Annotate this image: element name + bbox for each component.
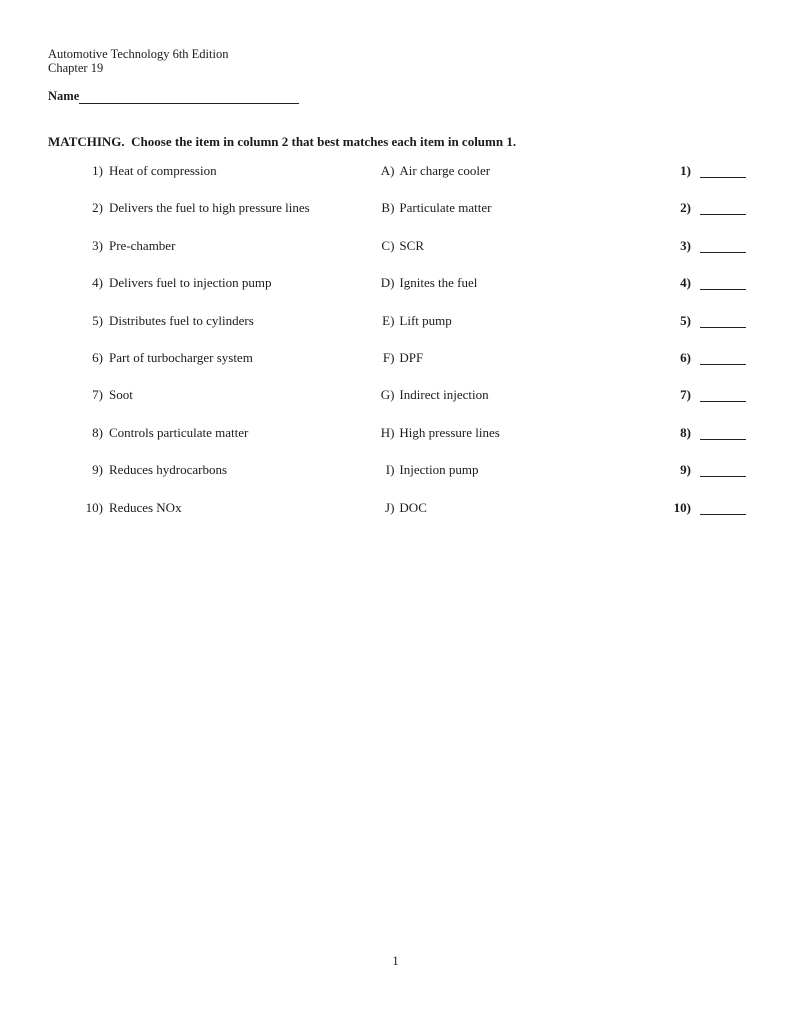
question-text: Soot	[109, 387, 133, 403]
answer-number: 9)	[680, 462, 691, 478]
choice-letter: H)	[380, 424, 395, 440]
match-row	[48, 275, 746, 312]
question-text: Delivers fuel to injection pump	[109, 275, 272, 291]
choice-text: High pressure lines	[399, 424, 500, 440]
answer-blank	[700, 387, 746, 402]
choice-text: Injection pump	[399, 462, 479, 478]
choice-letter: B)	[381, 200, 395, 216]
choice-text: DOC	[399, 499, 427, 515]
question-text: Delivers the fuel to high pressure lines	[109, 200, 310, 216]
match-row	[48, 387, 746, 424]
answer-blank	[700, 462, 746, 477]
match-row	[48, 313, 746, 350]
name-line	[48, 89, 299, 104]
answer-blank	[700, 275, 746, 290]
choice-letter: A)	[380, 163, 395, 178]
answer-blank	[700, 313, 746, 328]
answer-blank	[700, 163, 746, 178]
match-row	[48, 238, 746, 275]
answer-blank	[700, 350, 746, 365]
match-row	[48, 350, 746, 387]
question-text: Controls particulate matter	[109, 424, 249, 440]
question-number: 1)	[92, 163, 103, 178]
answer-number: 1)	[680, 163, 691, 178]
answer-number: 8)	[680, 424, 691, 440]
matching-instructions: MATCHING. Choose the item in column 2 that best matches each item in column 1.	[48, 134, 517, 149]
choice-letter: J)	[385, 499, 395, 515]
choice-text: Ignites the fuel	[399, 275, 478, 291]
match-row	[48, 200, 746, 237]
answer-number: 2)	[680, 200, 691, 216]
question-number: 10)	[85, 499, 103, 515]
choice-text: SCR	[399, 237, 424, 253]
document-header	[48, 47, 228, 75]
question-text: Part of turbocharger system	[109, 349, 253, 365]
page-number: 1	[392, 954, 399, 968]
question-number: 6)	[92, 349, 103, 365]
answer-number: 4)	[680, 275, 691, 291]
choice-text: Lift pump	[399, 312, 452, 328]
answer-number: 7)	[680, 387, 691, 403]
question-number: 9)	[92, 462, 103, 478]
choice-letter: I)	[385, 462, 395, 478]
matching-rows	[48, 163, 746, 537]
question-text: Reduces hydrocarbons	[109, 462, 228, 478]
question-text: Reduces NOx	[109, 499, 182, 515]
answer-number: 3)	[680, 237, 691, 253]
question-number: 8)	[92, 424, 103, 440]
question-text: Heat of compression	[109, 163, 217, 178]
answer-blank	[700, 200, 746, 215]
answer-blank	[700, 500, 746, 515]
question-text: Pre-chamber	[109, 237, 176, 253]
match-row	[48, 462, 746, 499]
choice-letter: D)	[380, 275, 395, 291]
question-number: 3)	[92, 237, 103, 253]
answer-number: 5)	[680, 312, 691, 328]
answer-number: 10)	[673, 499, 691, 515]
choice-letter: E)	[382, 312, 395, 328]
question-number: 2)	[92, 200, 103, 216]
match-row	[48, 425, 746, 462]
choice-letter: F)	[382, 349, 395, 365]
question-text: Distributes fuel to cylinders	[109, 312, 254, 328]
chapter-title: Chapter 19	[48, 61, 104, 75]
answer-blank	[700, 425, 746, 440]
choice-text: DPF	[399, 349, 424, 365]
name-label: Name	[48, 89, 80, 103]
choice-letter: C)	[381, 237, 395, 253]
name-blank	[79, 91, 299, 104]
choice-text: Air charge cooler	[399, 163, 491, 178]
match-row	[48, 163, 746, 200]
question-number: 5)	[92, 312, 103, 328]
book-title: Automotive Technology 6th Edition	[48, 47, 229, 61]
question-number: 7)	[92, 387, 103, 403]
choice-text: Particulate matter	[399, 200, 492, 216]
choice-letter: G)	[380, 387, 395, 403]
answer-blank	[700, 238, 746, 253]
answer-number: 6)	[680, 349, 691, 365]
choice-text: Indirect injection	[399, 387, 489, 403]
match-row	[48, 500, 746, 537]
question-number: 4)	[92, 275, 103, 291]
